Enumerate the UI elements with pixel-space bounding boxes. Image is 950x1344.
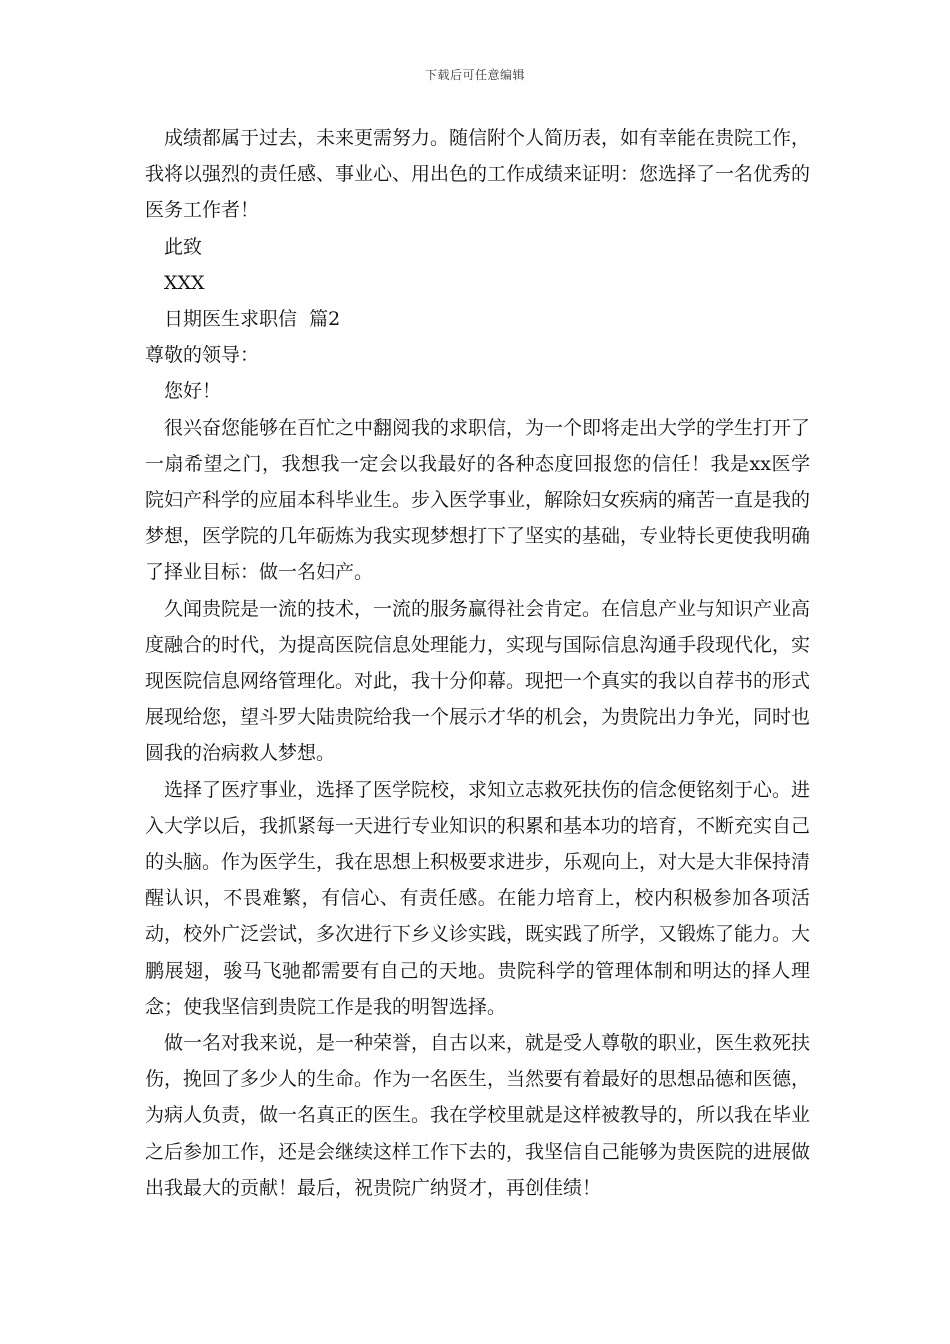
letter-body <box>145 120 810 1206</box>
paragraph-university-experience: 选择了医疗事业，选择了医学院校，求知立志救死扶伤的信念便铭刻于心。进入大学以后，我抓紧每一天进行专业知识的积累和基本功的培育，不断充实自己的头脑。作为医学生，我在思想上积极要求进步，乐观向上，对大是大非保持清醒认识，不畏难繁，有信心、有责任感。在能力培育上，校内积极参加各项活动，校外广泛尝试，多次进行下乡义诊实践，既实践了所学，又锻炼了能力。大鹏展翅，骏马飞驰都需要有自己的天地。贵院科学的管理体制和明达的择人理念；使我坚信到贵院工作是我的明智选择。 <box>145 778 811 1018</box>
section-title: 日期医生求职信 篇2 <box>164 308 341 331</box>
signature-name: XXX <box>164 271 205 294</box>
paragraph-introduction: 很兴奋您能够在百忙之中翻阅我的求职信，为一个即将走出大学的学生打开了一扇希望之门，我想我一定会以我最好的各种态度回报您的信任！我是xx医学院妇产科学的应届本科毕业生。步入医学事业，解除妇女疾病的痛苦一直是我的梦想，医学院的几年砺炼为我实现梦想打下了坚实的基础，专业特长更使我明确了择业目标：做一名妇产。 <box>145 416 811 584</box>
greeting-hello: 您好！ <box>164 380 222 403</box>
paragraph-closing-remarks: 成绩都属于过去，未来更需努力。随信附个人简历表，如有幸能在贵院工作，我将以强烈的责任感、事业心、用出色的工作成绩来证明：您选择了一名优秀的医务工作者！ <box>145 127 811 222</box>
page-header-note: 下载后可任意编辑 <box>424 68 525 82</box>
greeting-addressee: 尊敬的领导： <box>145 344 260 367</box>
paragraph-career-commitment: 做一名对我来说，是一种荣誉，自古以来，就是受人尊敬的职业，医生救死扶伤，挽回了多少人的生命。作为一名医生，当然要有着最好的思想品德和医德，为病人负责，做一名真正的医生。我在学校里就是这样被教导的，所以我在毕业之后参加工作，还是会继续这样工作下去的，我坚信自己能够为贵医院的进展做出我最大的贡献！最后，祝贵院广纳贤才，再创佳绩！ <box>145 1032 811 1199</box>
paragraph-hospital-praise: 久闻贵院是一流的技术，一流的服务赢得社会肯定。在信息产业与知识产业高度融合的时代，为提高医院信息处理能力，实现与国际信息沟通手段现代化，实现医院信息网络管理化。对此，我十分仰幕。现把一个真实的我以自荐书的形式展现给您，望斗罗大陆贵院给我一个展示才华的机会，为贵院出力争光，同时也圆我的治病救人梦想。 <box>145 597 811 765</box>
salutation-closing: 此致 <box>164 235 203 258</box>
